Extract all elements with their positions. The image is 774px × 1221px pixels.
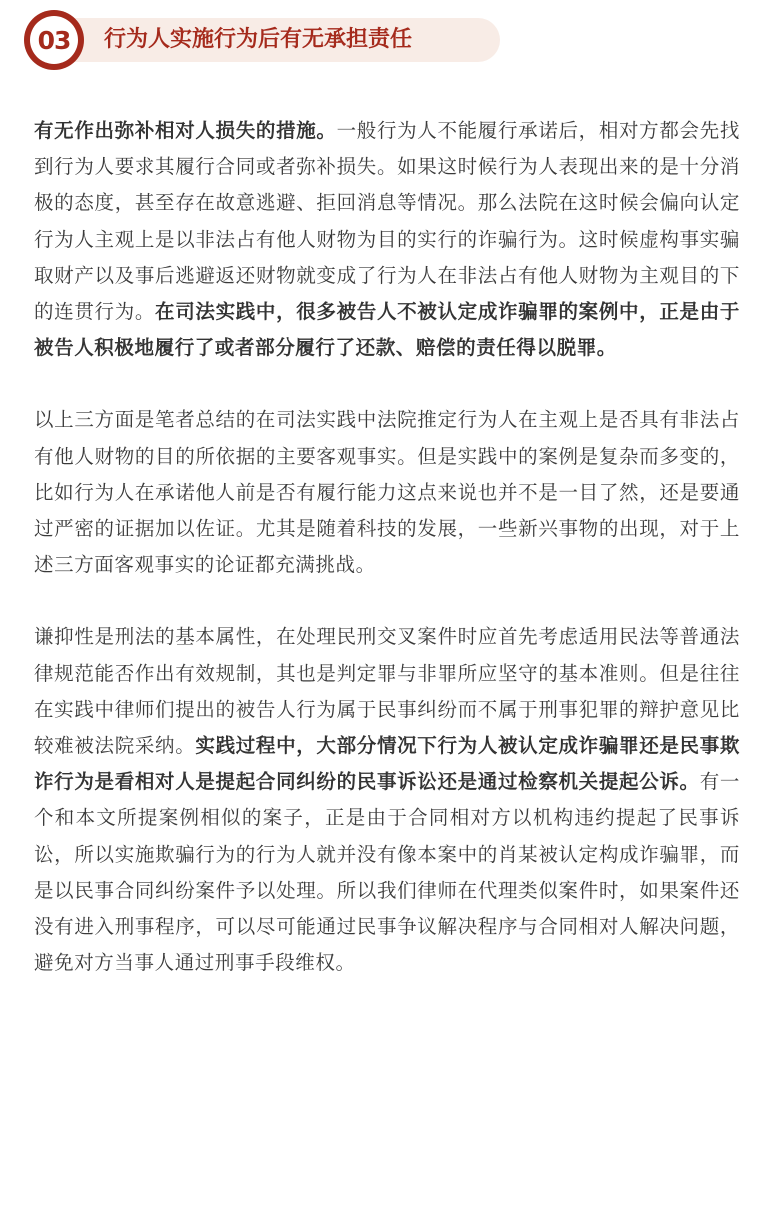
section-number-badge [24,10,84,70]
paragraph-1-body: 一般行为人不能履行承诺后，相对方都会先找到行为人要求其履行合同或者弥补损失。如果这时候行为人表现出来的是十分消极的态度，甚至存在故意逃避、拒回消息等情况。那么法院在这时候会偏向认定行为人主观上是以非法占有他人财物为目的实行的诈骗行为。这时候虚构事实骗取财产以及事后逃避返还财物就变成了行为人在非法占有他人财物为主观目的下的连贯行为。 [34,119,740,324]
paragraph-2 [34,402,740,583]
paragraph-1-lead-bold: 有无作出弥补相对人损失的措施。 [34,119,337,142]
paragraph-3-emphasis: 实践过程中，大部分情况下行为人被认定成诈骗罪还是民事欺诈行为是看相对人是提起合同纠纷的民事诉讼还是通过检察机关提起公诉。 [34,734,740,794]
paragraph-1 [34,113,740,366]
section-header [24,10,484,70]
paragraph-1-emphasis: 在司法实践中，很多被告人不被认定成诈骗罪的案例中，正是由于被告人积极地履行了或者部分履行了还款、赔偿的责任得以脱罪。 [34,300,740,360]
paragraph-3-body-start: 谦抑性是刑法的基本属性，在处理民刑交叉案件时应首先考虑适用民法等普通法律规范能否作出有效规制，其也是判定罪与非罪所应坚守的基本准则。但是往往在实践中律师们提出的被告人行为属于民事纠纷而不属于刑事犯罪的辩护意见比较难被法院采纳。 [34,625,740,758]
section-title: 行为人实施行为后有无承担责任 [104,27,413,52]
paragraph-3-body-end: 有一个和本文所提案例相似的案子，正是由于合同相对方以机构违约提起了民事诉讼，所以实施欺骗行为的行为人就并没有像本案中的肖某被认定构成诈骗罪，而是以民事合同纠纷案件予以处理。所以我们律师在代理类似案件时，如果案件还没有进入刑事程序，可以尽可能通过民事争议解决程序与合同相对人解决问题，避免对方当事人通过刑事手段维权。 [34,770,740,975]
article-body [34,113,740,981]
paragraph-2-body: 以上三方面是笔者总结的在司法实践中法院推定行为人在主观上是否具有非法占有他人财物的目的所依据的主要客观事实。但是实践中的案例是复杂而多变的，比如行为人在承诺他人前是否有履行能力这点来说也并不是一目了然，还是要通过严密的证据加以佐证。尤其是随着科技的发展，一些新兴事物的出现，对于上述三方面客观事实的论证都充满挑战。 [34,408,740,577]
paragraph-3 [34,619,740,981]
section-number: 03 [30,16,78,64]
